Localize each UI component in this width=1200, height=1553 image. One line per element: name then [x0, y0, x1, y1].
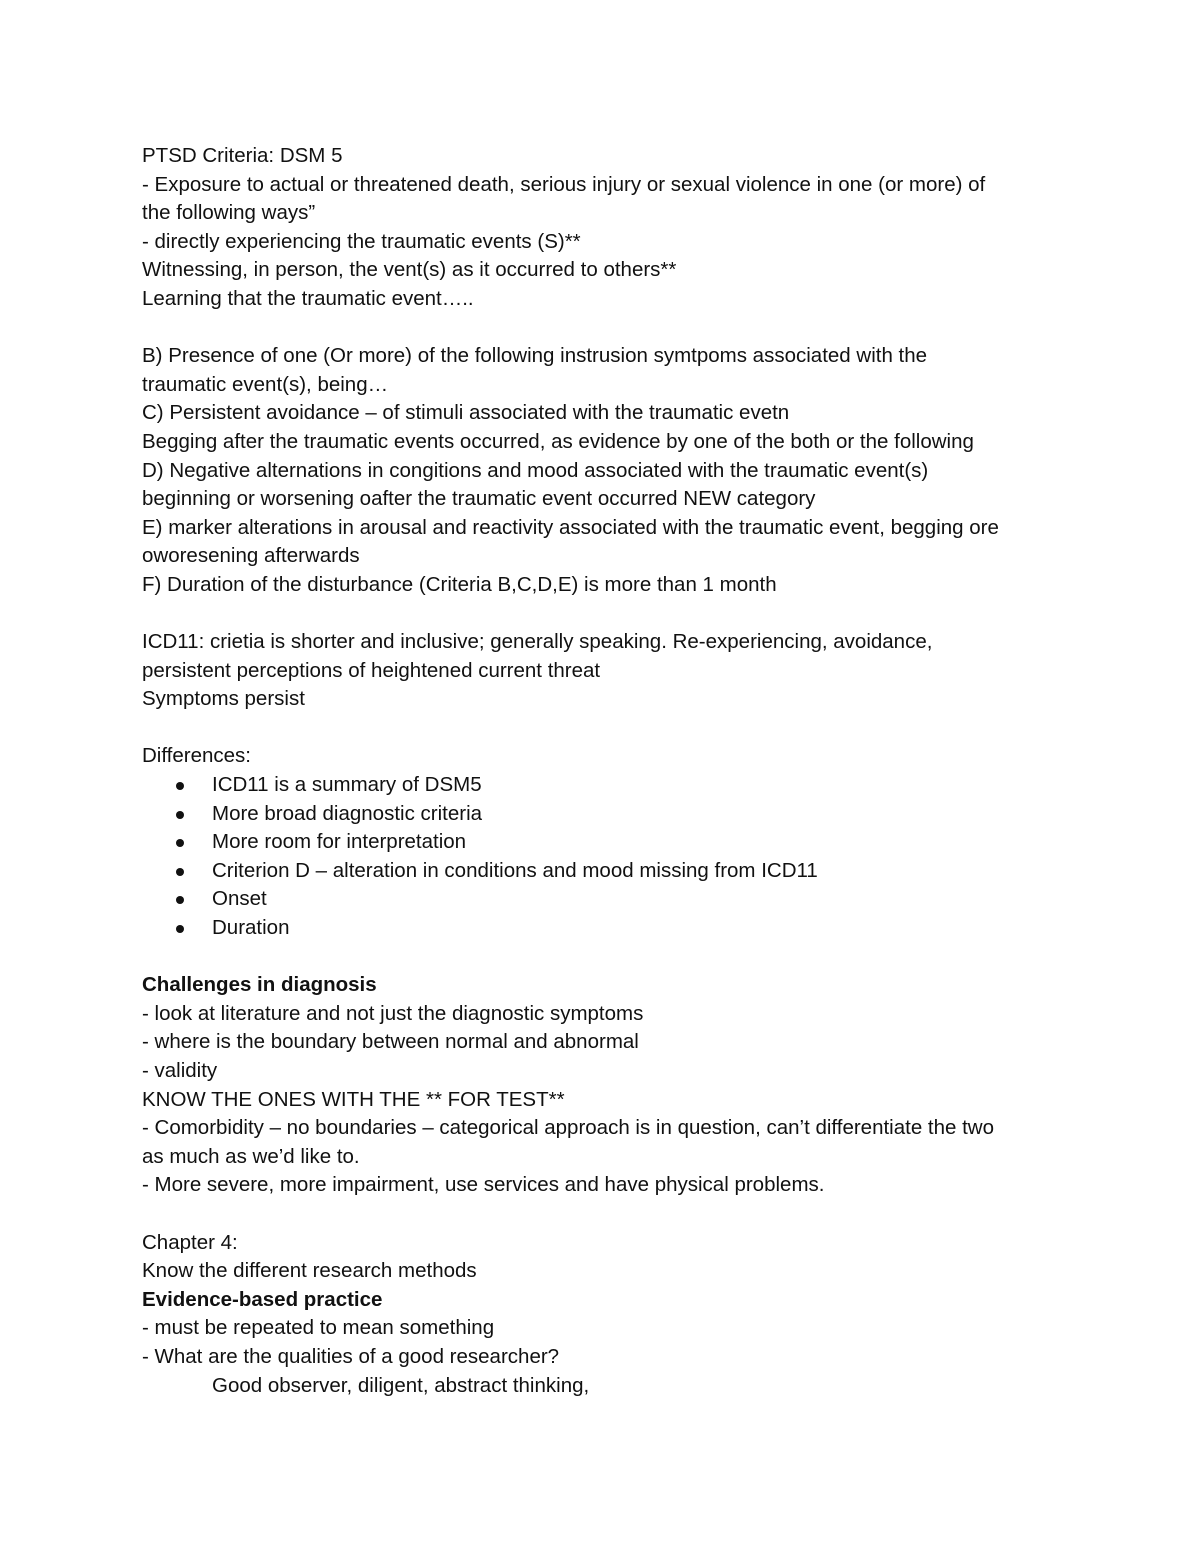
dsm5-line: Learning that the traumatic event….. [142, 286, 474, 310]
criteria-line: E) marker alterations in arousal and reactivity associated with the traumatic event, begging ore [142, 515, 999, 539]
paragraph-spacer [142, 600, 1072, 629]
challenges-line: - validity [142, 1059, 218, 1082]
list-item [142, 800, 1072, 829]
dsm5-title: PTSD Criteria: DSM 5 [142, 144, 343, 167]
differences-list [142, 771, 1072, 943]
differences-heading: Differences: [142, 744, 252, 768]
challenges-line: as much as we’d like to. [142, 1144, 360, 1168]
criteria-line: F) Duration of the disturbance (Criteria B,C,D,E) is more than 1 month [142, 572, 777, 596]
challenges-heading: Challenges in diagnosis [142, 973, 377, 997]
challenges-line: KNOW THE ONES WITH THE ** FOR TEST** [142, 1087, 565, 1111]
document-page [142, 142, 1072, 1400]
icd11-line: ICD11: crietia is shorter and inclusive; generally speaking. Re-experiencing, avoidance, [142, 630, 933, 654]
dsm5-line: - Exposure to actual or threatened death, serious injury or sexual violence in one (or more) of [142, 172, 986, 196]
list-item-text: ICD11 is a summary of DSM5 [212, 773, 482, 797]
dsm5-line: the following ways” [142, 201, 316, 225]
list-item-text: More room for interpretation [212, 830, 467, 854]
dsm5-line: Witnessing, in person, the vent(s) as it occurred to others** [142, 258, 677, 282]
challenges-line: - where is the boundary between normal and abnormal [142, 1030, 639, 1054]
evidence-based-heading: Evidence-based practice [142, 1287, 383, 1311]
chapter4-line: - What are the qualities of a good researcher? [142, 1344, 560, 1368]
list-item-text: Criterion D – alteration in conditions and mood missing from ICD11 [212, 858, 818, 882]
list-item [142, 914, 1072, 943]
list-item [142, 885, 1072, 914]
bullet-icon [176, 925, 184, 933]
criteria-line: Begging after the traumatic events occurred, as evidence by one of the both or the following [142, 429, 974, 453]
chapter4-indented-line: Good observer, diligent, abstract thinking, [212, 1373, 590, 1397]
list-item-text: More broad diagnostic criteria [212, 801, 483, 825]
dsm5-line: - directly experiencing the traumatic events (S)** [142, 229, 581, 253]
chapter4-line: - must be repeated to mean something [142, 1316, 495, 1340]
bullet-icon [176, 839, 184, 847]
challenges-line: - More severe, more impairment, use services and have physical problems. [142, 1173, 825, 1197]
list-item [142, 857, 1072, 886]
list-item [142, 828, 1072, 857]
chapter4-title: Chapter 4: [142, 1230, 238, 1254]
criteria-line: B) Presence of one (Or more) of the following instrusion symtpoms associated with the [142, 344, 928, 368]
paragraph-spacer [142, 714, 1072, 743]
list-item [142, 771, 1072, 800]
criteria-line: C) Persistent avoidance – of stimuli associated with the traumatic evetn [142, 401, 790, 425]
bullet-icon [176, 896, 184, 904]
paragraph-spacer [142, 314, 1072, 343]
paragraph-spacer [142, 1200, 1072, 1229]
icd11-line: Symptoms persist [142, 687, 305, 711]
criteria-line: traumatic event(s), being… [142, 372, 389, 396]
criteria-line: D) Negative alternations in congitions and mood associated with the traumatic event(s) [142, 458, 929, 482]
criteria-line: oworesening afterwards [142, 544, 360, 568]
bullet-icon [176, 782, 184, 790]
criteria-line: beginning or worsening oafter the traumatic event occurred NEW category [142, 487, 816, 511]
chapter4-line: Know the different research methods [142, 1259, 477, 1283]
bullet-icon [176, 811, 184, 819]
challenges-line: - Comorbidity – no boundaries – categorical approach is in question, can’t differentiate the two [142, 1116, 995, 1140]
icd11-line: persistent perceptions of heightened current threat [142, 658, 601, 682]
challenges-line: - look at literature and not just the diagnostic symptoms [142, 1001, 644, 1025]
list-item-text: Onset [212, 887, 267, 911]
bullet-icon [176, 868, 184, 876]
paragraph-spacer [142, 943, 1072, 972]
list-item-text: Duration [212, 916, 290, 940]
